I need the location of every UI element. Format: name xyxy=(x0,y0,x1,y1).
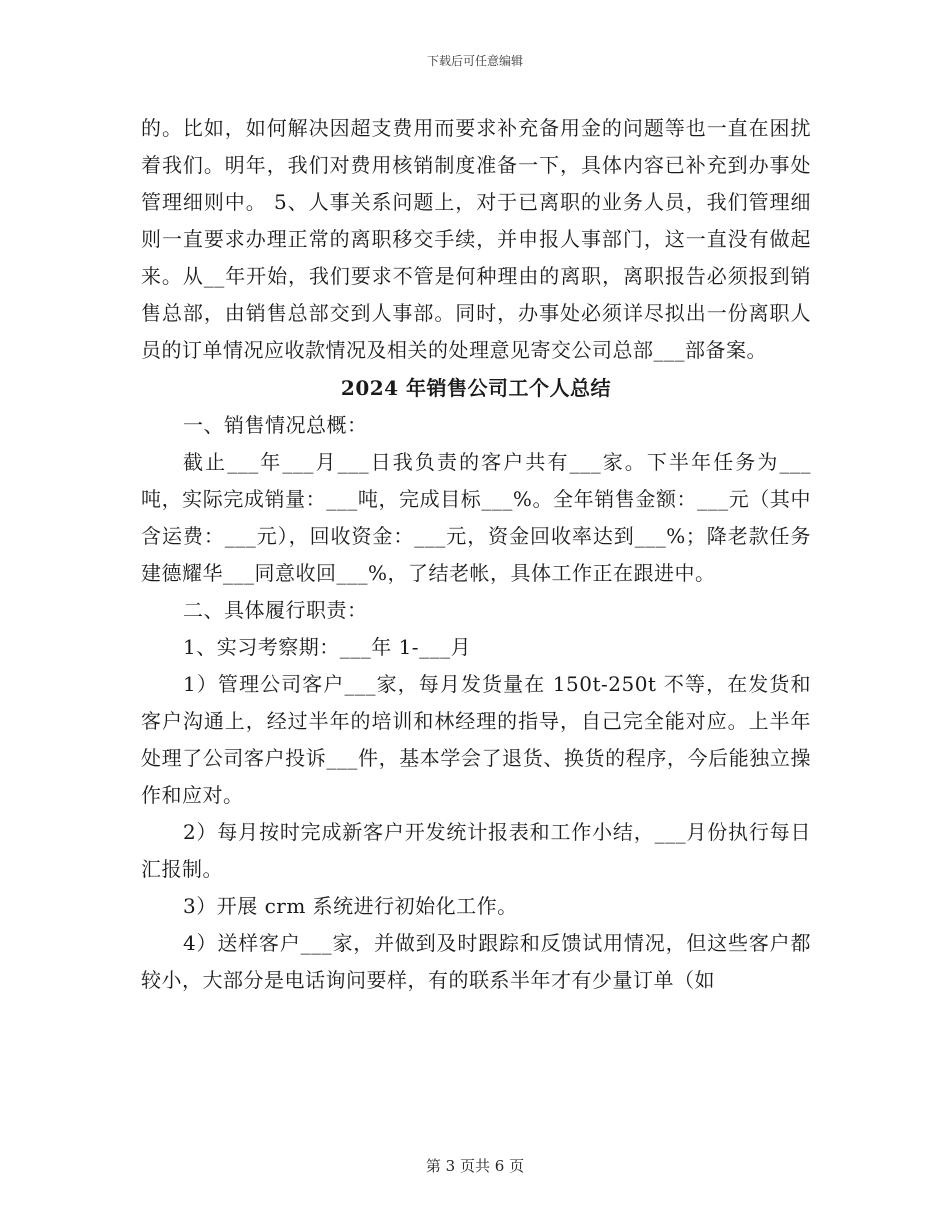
heading-sales-overview: 一、销售情况总概： xyxy=(183,413,368,437)
paragraph-item-3: 3）开展 crm 系统进行初始化工作。 xyxy=(183,894,518,918)
section-title: 2024 年销售公司工个人总结 xyxy=(340,376,612,400)
heading-internship-period: 1、实习考察期：___年 1-___月 xyxy=(183,635,472,659)
document-body xyxy=(141,110,811,999)
heading-duties: 二、具体履行职责： xyxy=(183,598,368,622)
page-footer: 第 3 页共 6 页 xyxy=(425,1157,525,1175)
paragraph-item-2: 2）每月按时完成新客户开发统计报表和工作小结，___月份执行每日汇报制。 xyxy=(141,820,811,881)
paragraph-item-4: 4）送样客户___家，并做到及时跟踪和反馈试用情况，但这些客户都较小，大部分是电话询问要样，有的联系半年才有少量订单（如 xyxy=(141,931,811,992)
paragraph-item-1: 1）管理公司客户___家，每月发货量在 150t-250t 不等，在发货和客户沟通上，经过半年的培训和林经理的指导，自己完全能对应。上半年处理了公司客户投诉___件，基本学会了退货、换货的程序，今后能独立操作和应对。 xyxy=(141,672,811,807)
paragraph-continuation: 的。比如，如何解决因超支费用而要求补充备用金的问题等也一直在困扰着我们。明年，我们对费用核销制度准备一下，具体内容已补充到办事处管理细则中。 5、人事关系问题上，对于已离职的业务人员，我们管理细则一直要求办理正常的离职移交手续，并申报人事部门，这一直没有做起来。从__年开始，我们要求不管是何种理由的离职，离职报告必须报到销售总部，由销售总部交到人事部。同时，办事处必须详尽拟出一份离职人员的订单情况应收款情况及相关的处理意见寄交公司总部___部备案。 xyxy=(141,116,811,362)
page-header: 下载后可任意编辑 xyxy=(426,54,523,68)
paragraph-sales-figures: 截止___年___月___日我负责的客户共有___家。下半年任务为___吨，实际完成销量：___吨，完成目标___%。全年销售金额：___元（其中含运费：___元），回收资金：___元，资金回收率达到___%；降老款任务建德耀华___同意收回___%，了结老帐，具体工作正在跟进中。 xyxy=(141,450,811,585)
